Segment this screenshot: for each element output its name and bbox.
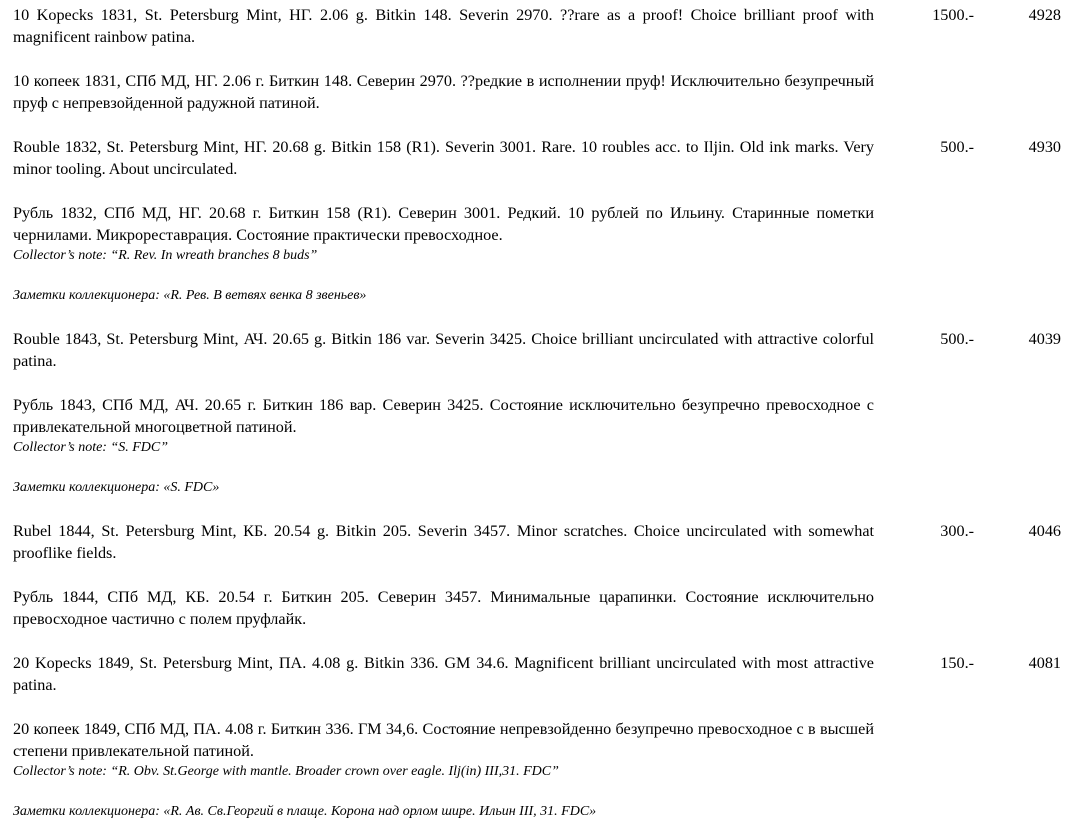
collector-note-en: Collector’s note: “R. Obv. St.George with mantle. Broader crown over eagle. Ilj(in) III,31. FDC” — [13, 764, 559, 779]
lot-description-ru: Рубль 1844, СПб МД, КБ. 20.54 г. Биткин 205. Северин 3457. Минимальные царапинки. Состояние исключительно превосходное частично с полем пруфлайк. — [13, 588, 874, 628]
lot-description-ru: Рубль 1843, СПб МД, АЧ. 20.65 г. Биткин 186 вар. Северин 3425. Состояние исключительно безупречно превосходное с привлекательной многоцветной патиной. — [13, 396, 874, 436]
lot-description-en: Rouble 1843, St. Petersburg Mint, АЧ. 20.65 g. Bitkin 186 var. Severin 3425. Choice brilliant uncirculated with attractive colorful patina. — [13, 330, 874, 370]
collector-note-en: Collector’s note: “R. Rev. In wreath branches 8 buds” — [13, 248, 318, 263]
lot-estimate: 150.- — [940, 654, 974, 672]
lot-estimate: 500.- — [940, 138, 974, 156]
lot-estimate: 1500.- — [932, 6, 974, 24]
lot-description-en: Rouble 1832, St. Petersburg Mint, НГ. 20.68 g. Bitkin 158 (R1). Severin 3001. Rare. 10 roubles acc. to Iljin. Old ink marks. Very minor tooling. About uncirculated. — [13, 138, 874, 178]
lot-description-en: 10 Kopecks 1831, St. Petersburg Mint, НГ. 2.06 g. Bitkin 148. Severin 2970. ??rare as a proof! Choice brilliant proof with magnificent rainbow patina. — [13, 6, 874, 46]
collector-note-ru: Заметки коллекционера: «R. Ав. Св.Георгий в плаще. Корона над орлом шире. Ильин III, 31. FDC» — [13, 804, 597, 819]
lot-description-en: 20 Kopecks 1849, St. Petersburg Mint, ПА. 4.08 g. Bitkin 336. GM 34.6. Magnificent brilliant uncirculated with most attractive patina. — [13, 654, 874, 694]
lot-estimate: 300.- — [940, 522, 974, 540]
lot-number: 4081 — [1028, 654, 1061, 672]
collector-note-ru: Заметки коллекционера: «S. FDC» — [13, 480, 220, 495]
lot-description-ru: Рубль 1832, СПб МД, НГ. 20.68 г. Биткин 158 (R1). Северин 3001. Редкий. 10 рублей по Ильину. Старинные пометки чернилами. Микрореставрация. Состояние практически превосходное. — [13, 204, 874, 244]
lot-description-en: Rubel 1844, St. Petersburg Mint, КБ. 20.54 g. Bitkin 205. Severin 3457. Minor scratches. Choice uncirculated with somewhat prooflike fields. — [13, 522, 874, 562]
lot-estimate: 500.- — [940, 330, 974, 348]
collector-note-en: Collector’s note: “S. FDC” — [13, 440, 169, 455]
lot-number: 4928 — [1028, 6, 1061, 24]
lot-number: 4930 — [1028, 138, 1061, 156]
lot-number: 4039 — [1028, 330, 1061, 348]
lot-description-ru: 20 копеек 1849, СПб МД, ПА. 4.08 г. Биткин 336. ГМ 34,6. Состояние непревзойденно безупречно превосходное с в высшей степени привлекательной патиной. — [13, 720, 874, 760]
lot-description-ru: 10 копеек 1831, СПб МД, НГ. 2.06 г. Биткин 148. Северин 2970. ??редкие в исполнении пруф! Исключительно безупречный пруф с непревзойденной радужной патиной. — [13, 72, 874, 112]
collector-note-ru: Заметки коллекционера: «R. Рев. В ветвях венка 8 звеньев» — [13, 288, 367, 303]
lot-number: 4046 — [1028, 522, 1061, 540]
